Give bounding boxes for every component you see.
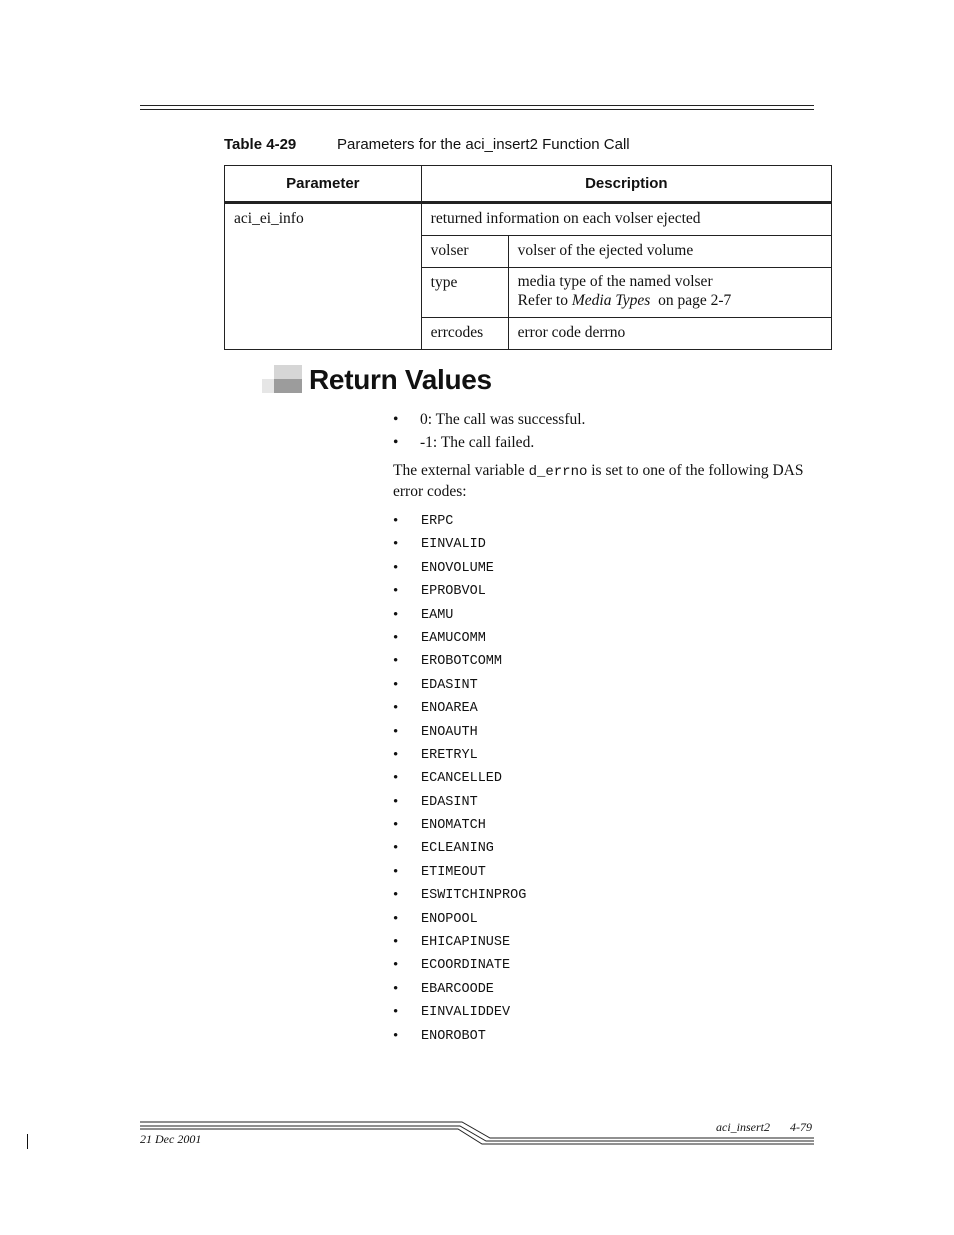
- table-number: Table 4-29: [224, 136, 297, 153]
- error-code: EDASINT: [421, 677, 478, 693]
- bullet: •: [393, 934, 399, 951]
- error-code: EINVALID: [421, 537, 486, 553]
- error-code: ENOPOOL: [421, 911, 478, 927]
- field-description-cell: volser of the ejected volume: [508, 236, 831, 268]
- bullet: •: [393, 559, 399, 576]
- error-code: ECOORDINATE: [421, 958, 511, 974]
- bullet: •: [393, 840, 399, 857]
- parameter-name-cell: aci_ei_info: [225, 203, 422, 350]
- section-heading: Return Values: [309, 364, 492, 395]
- error-code: ENOAREA: [421, 701, 478, 717]
- error-code: EPROBVOL: [421, 584, 486, 600]
- bullet: •: [393, 770, 399, 787]
- bullet: •: [393, 700, 399, 717]
- error-code: EBARCOODE: [421, 981, 494, 997]
- bullet: •: [393, 817, 399, 834]
- error-code: ENOMATCH: [421, 818, 486, 834]
- error-code: ENOROBOT: [421, 1028, 486, 1044]
- table-title: Parameters for the aci_insert2 Function Call: [337, 136, 630, 153]
- bullet: •: [393, 910, 399, 927]
- error-code: ESWITCHINPROG: [421, 888, 527, 904]
- bullet: •: [393, 411, 399, 428]
- field-name-cell: errcodes: [421, 318, 508, 350]
- bullet: •: [393, 746, 399, 763]
- bullet: •: [393, 1027, 399, 1044]
- bullet: •: [393, 957, 399, 974]
- bullet: •: [393, 653, 399, 670]
- paragraph-text: The external variable: [393, 462, 529, 479]
- bullet: •: [393, 887, 399, 904]
- field-name-cell: type: [421, 268, 508, 318]
- error-code: ERPC: [421, 514, 454, 529]
- field-description-text: media type of the named volser: [517, 273, 713, 290]
- bullet: •: [393, 583, 399, 600]
- paragraph-text: is set to one of the following DAS error codes:: [393, 462, 808, 500]
- error-code: ECANCELLED: [421, 771, 503, 787]
- bullet: •: [393, 513, 399, 529]
- list-item-text: -1: The call failed.: [420, 434, 535, 451]
- bullet: •: [393, 980, 399, 997]
- error-code: ERETRYL: [421, 747, 478, 763]
- bullet: •: [393, 629, 399, 646]
- parameter-description-cell: returned information on each volser ejected: [421, 203, 831, 236]
- cross-reference-title: Media Types: [571, 292, 651, 309]
- change-bar: [27, 1134, 28, 1149]
- error-code: EINVALIDDEV: [421, 1005, 511, 1021]
- error-code: ENOAUTH: [421, 724, 478, 740]
- error-code: EROBOTCOMM: [421, 654, 503, 670]
- error-code: ECLEANING: [421, 841, 494, 857]
- field-description-cell: error code derrno: [508, 318, 831, 350]
- error-code: ETIMEOUT: [421, 864, 486, 880]
- error-code: EAMU: [421, 607, 454, 623]
- cross-reference-suffix: on page 2-7: [650, 292, 732, 309]
- bullet: •: [393, 536, 399, 553]
- bullet: •: [393, 606, 399, 623]
- bullet: •: [393, 434, 399, 451]
- list-item-text: 0: The call was successful.: [420, 411, 586, 428]
- error-code: EDASINT: [421, 794, 478, 810]
- bullet: •: [393, 863, 399, 880]
- field-name-cell: volser: [421, 236, 508, 268]
- bullet: •: [393, 793, 399, 810]
- header-description: Description: [421, 166, 831, 203]
- bullet: •: [393, 676, 399, 693]
- variable-name: d_errno: [528, 464, 588, 480]
- bullet: •: [393, 723, 399, 740]
- error-code: EAMUCOMM: [421, 630, 486, 646]
- cross-reference-prefix: Refer to: [517, 292, 572, 309]
- footer-page-number: 4-79: [790, 1120, 812, 1134]
- footer-title: aci_insert2: [716, 1120, 770, 1134]
- error-code: EHICAPINUSE: [421, 935, 511, 951]
- footer-date: 21 Dec 2001: [140, 1132, 202, 1146]
- error-code: ENOVOLUME: [421, 560, 494, 576]
- header-parameter: Parameter: [225, 166, 422, 203]
- bullet: •: [393, 1004, 399, 1021]
